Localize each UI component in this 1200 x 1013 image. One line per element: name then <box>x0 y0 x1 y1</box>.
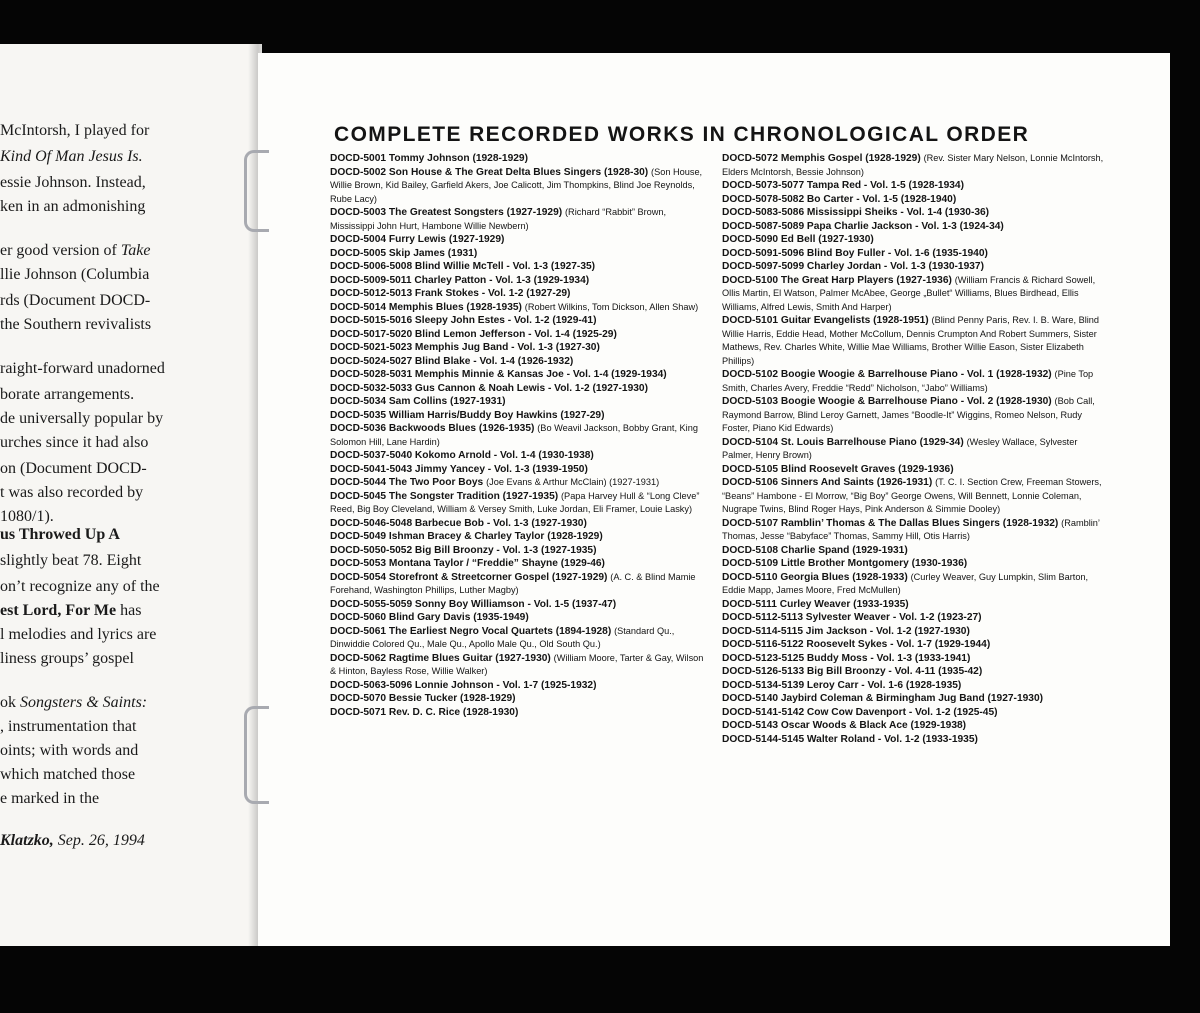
catalog-entry-title: DOCD-5036 Backwoods Blues (1926-1935) <box>330 423 535 434</box>
catalog-entry-title: DOCD-5070 Bessie Tucker (1928-1929) <box>330 693 516 704</box>
left-page-line <box>0 578 160 596</box>
catalog-entry <box>330 368 712 382</box>
left-page-text: on’t recognize any of the <box>0 578 160 595</box>
left-page-text: ken in an admonishing <box>0 198 146 215</box>
catalog-entry <box>722 733 1104 747</box>
left-page-line <box>0 650 134 668</box>
catalog-entry <box>722 652 1104 666</box>
catalog-entry <box>330 260 712 274</box>
catalog-entry-title: DOCD-5141-5142 Cow Cow Davenport - Vol. 1-2 (1925-45) <box>722 706 998 718</box>
catalog-entry <box>330 409 712 423</box>
catalog-entry <box>330 530 712 544</box>
catalog-entry-title: DOCD-5108 Charlie Spand (1929-1931) <box>722 544 908 556</box>
catalog-entry-title: DOCD-5091-5096 Blind Boy Fuller - Vol. 1-6 (1935-1940) <box>722 247 988 259</box>
left-page-text: has <box>116 602 142 619</box>
catalog-entry <box>722 436 1104 463</box>
catalog-entry <box>330 395 712 409</box>
catalog-entry <box>330 422 712 449</box>
left-page-line <box>0 790 99 808</box>
catalog-entry-title: DOCD-5032-5033 Gus Cannon & Noah Lewis - Vol. 1-2 (1927-1930) <box>330 382 648 394</box>
catalog-entry <box>722 517 1104 544</box>
catalog-entry-title: DOCD-5112-5113 Sylvester Weaver - Vol. 1-2 (1923-27) <box>722 612 982 623</box>
catalog-entry-title: DOCD-5062 Ragtime Blues Guitar (1927-1930) <box>330 652 551 664</box>
left-page-text: Take <box>120 242 151 259</box>
catalog-entry <box>722 611 1104 625</box>
catalog-entry <box>722 206 1104 220</box>
catalog-entry-title: DOCD-5116-5122 Roosevelt Sykes - Vol. 1-7 (1929-1944) <box>722 639 991 650</box>
left-page-text: rds (Document DOCD- <box>0 292 151 309</box>
left-page-text: t was also recorded by <box>0 484 144 501</box>
catalog-entry <box>722 706 1104 720</box>
catalog-entry-title: DOCD-5012-5013 Frank Stokes - Vol. 1-2 (1927-29) <box>330 288 571 299</box>
catalog-entry-title: DOCD-5053 Montana Taylor / “Freddie” Shayne (1929-46) <box>330 558 605 569</box>
catalog-entry <box>330 314 712 328</box>
left-page-text: de universally popular by <box>0 410 164 427</box>
catalog-entry <box>330 679 712 693</box>
catalog-entry <box>330 476 712 490</box>
catalog-entry-title: DOCD-5049 Ishman Bracey & Charley Taylor (1928-1929) <box>330 531 603 542</box>
catalog-entry-title: DOCD-5106 Sinners And Saints (1926-1931) <box>722 477 933 488</box>
catalog-entry-title: DOCD-5143 Oscar Woods & Black Ace (1929-1938) <box>722 720 967 731</box>
catalog-entry <box>722 557 1104 571</box>
catalog-entry-title: DOCD-5104 St. Louis Barrelhouse Piano (1929-34) <box>722 436 964 448</box>
catalog-entry-title: DOCD-5046-5048 Barbecue Bob - Vol. 1-3 (1927-1930) <box>330 517 587 529</box>
left-page-line <box>0 460 147 478</box>
catalog-entry-artists: (Pine Top Smith, Charles Avery, Freddie “Redd” Nicholson, “Jabo” Williams) <box>722 369 1094 393</box>
left-page-text: er good version of <box>0 242 121 259</box>
catalog-entry-artists: (A. C. & Blind Mamie Forehand, Washington Phillips, Luther Magby) <box>330 571 696 595</box>
left-page-text: est Lord, For Me <box>0 602 117 619</box>
left-page-text: essie Johnson. Instead, <box>0 174 146 191</box>
catalog-entry-title: DOCD-5105 Blind Roosevelt Graves (1929-1936) <box>722 463 954 475</box>
catalog-entry <box>722 679 1104 693</box>
left-page-text: llie Johnson (Columbia <box>0 266 150 283</box>
catalog-entry-artists: (Joe Evans & Arthur McClain) (1927-1931) <box>486 477 660 487</box>
catalog-entry <box>330 706 712 720</box>
left-page-text: the Southern revivalists <box>0 316 152 333</box>
catalog-entry <box>330 152 712 166</box>
catalog-entry-title: DOCD-5111 Curley Weaver (1933-1935) <box>722 598 909 610</box>
catalog-entry <box>722 152 1104 179</box>
catalog-entry <box>330 301 712 315</box>
left-page-line <box>0 122 149 140</box>
catalog-entry-artists: (Curley Weaver, Guy Lumpkin, Slim Barton, Eddie Mapp, James Moore, Fred McMullen) <box>722 571 1089 595</box>
catalog-entry-title: DOCD-5045 The Songster Tradition (1927-1935) <box>330 490 559 502</box>
left-page-line <box>0 360 165 378</box>
catalog-entry-artists: (Bo Weavil Jackson, Bobby Grant, King Solomon Hill, Lane Hardin) <box>330 423 698 447</box>
catalog-entry-title: DOCD-5102 Boogie Woogie & Barrelhouse Piano - Vol. 1 (1928-1932) <box>722 369 1052 380</box>
catalog-entry-artists: (Robert Wilkins, Tom Dickson, Allen Shaw) <box>524 301 699 312</box>
catalog-entry <box>330 611 712 625</box>
catalog-entry-title: DOCD-5071 Rev. D. C. Rice (1928-1930) <box>330 706 519 718</box>
left-page-line <box>0 174 146 192</box>
catalog-column-1 <box>330 152 712 719</box>
left-page-text: which matched those <box>0 766 136 783</box>
left-page-text: e marked in the <box>0 790 100 807</box>
catalog-entry <box>722 260 1104 274</box>
left-page-text: Kind Of Man Jesus Is. <box>0 148 143 165</box>
left-page-line <box>0 434 148 452</box>
catalog-entry-title: DOCD-5005 Skip James (1931) <box>330 247 478 259</box>
left-page-line <box>0 526 120 544</box>
catalog-entry <box>722 179 1104 193</box>
left-page-text: us Throwed Up A <box>0 526 120 543</box>
left-page-line <box>0 484 143 502</box>
catalog-entry-title: DOCD-5009-5011 Charley Patton - Vol. 1-3 (1929-1934) <box>330 274 590 286</box>
catalog-entry-title: DOCD-5004 Furry Lewis (1927-1929) <box>330 234 505 245</box>
catalog-entry <box>722 598 1104 612</box>
left-page-line <box>0 386 134 404</box>
catalog-entry <box>330 328 712 342</box>
catalog-entry-artists: (Blind Penny Paris, Rev. I. B. Ware, Blind Willie Harris, Eddie Head, Mother McCollum, Dennis Crumpton And Robert Summers, Sister Mathews, Rev. Charles White, Willie Mae Williams, Brother Willie Eason, Sister Elizabeth Phillips) <box>722 315 1099 366</box>
left-page-text: McIntorsh, I played for <box>0 122 150 139</box>
catalog-column-2 <box>722 152 1104 746</box>
left-page-text: raight-forward unadorned <box>0 360 165 377</box>
catalog-entry <box>722 233 1104 247</box>
catalog-entry-title: DOCD-5109 Little Brother Montgomery (1930-1936) <box>722 558 968 569</box>
catalog-entry <box>330 206 712 233</box>
left-page <box>0 44 262 946</box>
catalog-entry <box>722 247 1104 261</box>
catalog-entry <box>330 449 712 463</box>
left-page-line <box>0 292 150 310</box>
catalog-entry <box>330 382 712 396</box>
catalog-entry-artists: (Standard Qu., Dinwiddie Colored Qu., Male Qu., Apollo Male Qu., Old South Qu.) <box>330 625 675 649</box>
catalog-entry-title: DOCD-5103 Boogie Woogie & Barrelhouse Piano - Vol. 2 (1928-1930) <box>722 396 1052 407</box>
left-page-text: borate arrangements. <box>0 386 135 403</box>
catalog-entry <box>330 652 712 679</box>
catalog-entry-title: DOCD-5003 The Greatest Songsters (1927-1929) <box>330 207 563 218</box>
left-page-line <box>0 766 135 784</box>
left-page-line <box>0 718 136 736</box>
catalog-entry-title: DOCD-5107 Ramblin’ Thomas & The Dallas Blues Singers (1928-1932) <box>722 517 1059 529</box>
catalog-entry-title: DOCD-5061 The Earliest Negro Vocal Quartets (1894-1928) <box>330 625 612 637</box>
catalog-entry <box>722 692 1104 706</box>
catalog-entry-title: DOCD-5123-5125 Buddy Moss - Vol. 1-3 (1933-1941) <box>722 652 971 664</box>
catalog-entry-artists: (T. C. I. Section Crew, Freeman Stowers, “Beans” Hambone - El Morrow, “Big Boy” George Owens, Will Bennett, Lonnie Coleman, Nugrape Twins, Blind Roger Hays, Pink Anderson & Simmie Dooley) <box>722 477 1102 514</box>
catalog-entry <box>722 274 1104 315</box>
catalog-entry-title: DOCD-5041-5043 Jimmy Yancey - Vol. 1-3 (1939-1950) <box>330 463 588 475</box>
catalog-heading: COMPLETE RECORDED WORKS IN CHRONOLOGICAL ORDER <box>334 123 1030 146</box>
catalog-entry <box>722 625 1104 639</box>
catalog-entry <box>330 274 712 288</box>
catalog-entry-artists: (Wesley Wallace, Sylvester Palmer, Henry Brown) <box>722 436 1078 460</box>
catalog-entry <box>330 341 712 355</box>
catalog-entry <box>722 463 1104 477</box>
catalog-entry-title: DOCD-5060 Blind Gary Davis (1935-1949) <box>330 612 529 623</box>
catalog-entry-title: DOCD-5110 Georgia Blues (1928-1933) <box>722 571 908 583</box>
catalog-entry-title: DOCD-5055-5059 Sonny Boy Williamson - Vol. 1-5 (1937-47) <box>330 598 617 610</box>
catalog-entry-title: DOCD-5144-5145 Walter Roland - Vol. 1-2 (1933-1935) <box>722 733 978 745</box>
catalog-entry-title: DOCD-5035 William Harris/Buddy Boy Hawkins (1927-29) <box>330 409 605 421</box>
catalog-entry-title: DOCD-5050-5052 Big Bill Broonzy - Vol. 1-3 (1927-1935) <box>330 544 597 556</box>
catalog-entry <box>722 314 1104 368</box>
catalog-entry <box>330 490 712 517</box>
catalog-entry <box>722 220 1104 234</box>
catalog-entry-artists: (William Francis & Richard Sowell, Ollis Martin, El Watson, Palmer McAbee, George „Bullet“ Williams, Blues Birdhead, Ellis Williams, Alfred Lewis, Smith And Harper) <box>722 274 1096 312</box>
left-page-text: Songsters & Saints: <box>20 694 148 711</box>
staple-bottom <box>244 706 269 804</box>
catalog-entry <box>330 166 712 207</box>
left-page-line <box>0 148 143 166</box>
left-page-text: oints; with words and <box>0 742 139 759</box>
catalog-entry-title: DOCD-5087-5089 Papa Charlie Jackson - Vol. 1-3 (1924-34) <box>722 220 1004 232</box>
catalog-entry-artists: (Bob Call, Raymond Barrow, Blind Leroy Garnett, James “Boodle-It” Wiggins, Romeo Nelson, Rudy Foster, Piano Kid Edwards) <box>722 396 1095 433</box>
catalog-entry-title: DOCD-5078-5082 Bo Carter - Vol. 1-5 (1928-1940) <box>722 193 957 205</box>
left-page-line <box>0 508 54 526</box>
catalog-entry <box>722 719 1104 733</box>
staple-top <box>244 150 269 232</box>
catalog-entry-title: DOCD-5073-5077 Tampa Red - Vol. 1-5 (1928-1934) <box>722 180 964 191</box>
left-page-text: Sep. 26, 1994 <box>53 832 145 849</box>
left-page-text: l melodies and lyrics are <box>0 626 157 643</box>
left-page-line <box>0 198 145 216</box>
catalog-entry-title: DOCD-5100 The Great Harp Players (1927-1936) <box>722 274 952 286</box>
left-page-text: ok <box>0 694 20 711</box>
catalog-entry-title: DOCD-5090 Ed Bell (1927-1930) <box>722 234 874 245</box>
left-page-line <box>0 742 138 760</box>
catalog-entry-title: DOCD-5134-5139 Leroy Carr - Vol. 1-6 (1928-1935) <box>722 679 962 691</box>
catalog-entry-title: DOCD-5101 Guitar Evangelists (1928-1951) <box>722 315 929 326</box>
left-page-line <box>0 694 147 712</box>
catalog-entry <box>722 571 1104 598</box>
catalog-entry <box>330 463 712 477</box>
left-page-line <box>0 602 141 620</box>
left-page-line <box>0 832 145 850</box>
catalog-entry-title: DOCD-5017-5020 Blind Lemon Jefferson - Vol. 1-4 (1925-29) <box>330 328 617 340</box>
right-page <box>258 53 1170 946</box>
catalog-entry-title: DOCD-5001 Tommy Johnson (1928-1929) <box>330 153 528 164</box>
catalog-entry <box>722 368 1104 395</box>
catalog-entry-artists: (Son House, Willie Brown, Kid Bailey, Garfield Akers, Joe Calicott, Jim Thompkins, Blind Joe Reynolds, Rube Lacy) <box>330 166 703 204</box>
catalog-entry <box>722 193 1104 207</box>
catalog-entry-title: DOCD-5015-5016 Sleepy John Estes - Vol. 1-2 (1929-41) <box>330 315 597 326</box>
left-page-line <box>0 266 149 284</box>
catalog-entry-title: DOCD-5037-5040 Kokomo Arnold - Vol. 1-4 (1930-1938) <box>330 450 594 461</box>
catalog-entry-title: DOCD-5114-5115 Jim Jackson - Vol. 1-2 (1927-1930) <box>722 625 970 637</box>
catalog-entry-title: DOCD-5054 Storefront & Streetcorner Gospel (1927-1929) <box>330 571 608 583</box>
left-page-text: on (Document DOCD- <box>0 460 147 477</box>
catalog-entry-title: DOCD-5021-5023 Memphis Jug Band - Vol. 1-3 (1927-30) <box>330 342 600 353</box>
catalog-entry <box>722 395 1104 436</box>
left-page-line <box>0 410 163 428</box>
catalog-entry <box>722 476 1104 517</box>
catalog-entry-title: DOCD-5097-5099 Charley Jordan - Vol. 1-3 (1930-1937) <box>722 261 984 272</box>
left-page-text: slightly beat 78. Eight <box>0 552 142 569</box>
catalog-entry-title: DOCD-5083-5086 Mississippi Sheiks - Vol. 1-4 (1930-36) <box>722 207 990 218</box>
catalog-entry <box>722 638 1104 652</box>
catalog-entry-title: DOCD-5024-5027 Blind Blake - Vol. 1-4 (1926-1932) <box>330 355 574 367</box>
catalog-entry-artists: (Richard “Rabbit” Brown, Mississippi John Hurt, Hambone Willie Newbern) <box>330 207 667 231</box>
catalog-entry <box>722 544 1104 558</box>
catalog-entry <box>330 287 712 301</box>
left-page-line <box>0 316 151 334</box>
catalog-entry-title: DOCD-5126-5133 Big Bill Broonzy - Vol. 4-11 (1935-42) <box>722 666 983 677</box>
catalog-entry <box>330 233 712 247</box>
catalog-entry <box>722 665 1104 679</box>
catalog-entry-title: DOCD-5140 Jaybird Coleman & Birmingham Jug Band (1927-1930) <box>722 693 1044 704</box>
catalog-entry <box>330 557 712 571</box>
catalog-entry-artists: (Ramblin’ Thomas, Jesse “Babyface” Thomas, Sammy Hill, Otis Harris) <box>722 517 1100 541</box>
catalog-entry-title: DOCD-5034 Sam Collins (1927-1931) <box>330 396 506 407</box>
catalog-entry-title: DOCD-5044 The Two Poor Boys <box>330 477 484 488</box>
left-page-text: liness groups’ gospel <box>0 650 134 667</box>
catalog-entry-title: DOCD-5063-5096 Lonnie Johnson - Vol. 1-7 (1925-1932) <box>330 679 597 691</box>
catalog-entry <box>330 571 712 598</box>
catalog-entry-title: DOCD-5072 Memphis Gospel (1928-1929) <box>722 153 921 164</box>
catalog-entry <box>330 544 712 558</box>
catalog-entry-title: DOCD-5006-5008 Blind Willie McTell - Vol. 1-3 (1927-35) <box>330 261 596 272</box>
catalog-entry <box>330 625 712 652</box>
left-page-text: urches since it had also <box>0 434 149 451</box>
catalog-entry-artists: (Rev. Sister Mary Nelson, Lonnie McIntorsh, Elders McIntorsh, Bessie Johnson) <box>722 153 1104 177</box>
catalog-entry <box>330 598 712 612</box>
left-page-text: 1080/1). <box>0 508 54 525</box>
left-page-line <box>0 552 141 570</box>
catalog-entry-artists: (William Moore, Tarter & Gay, Wilson & Hinton, Bayless Rose, Willie Walker) <box>330 652 704 676</box>
left-page-text: , instrumentation that <box>0 718 137 735</box>
catalog-entry <box>330 692 712 706</box>
catalog-entry-artists: (Papa Harvey Hull & “Long Cleve” Reed, Big Boy Cleveland, William & Versey Smith, Luke Jordan, Eli Framer, Louie Lasky) <box>330 490 700 514</box>
left-page-text: Klatzko, <box>0 832 54 849</box>
catalog-entry <box>330 247 712 261</box>
left-page-line <box>0 242 151 260</box>
left-page-line <box>0 626 156 644</box>
catalog-entry-title: DOCD-5002 Son House & The Great Delta Blues Singers (1928-30) <box>330 166 649 178</box>
catalog-entry <box>330 517 712 531</box>
catalog-entry-title: DOCD-5014 Memphis Blues (1928-1935) <box>330 301 522 313</box>
catalog-entry <box>330 355 712 369</box>
catalog-entry-title: DOCD-5028-5031 Memphis Minnie & Kansas Joe - Vol. 1-4 (1929-1934) <box>330 369 667 380</box>
